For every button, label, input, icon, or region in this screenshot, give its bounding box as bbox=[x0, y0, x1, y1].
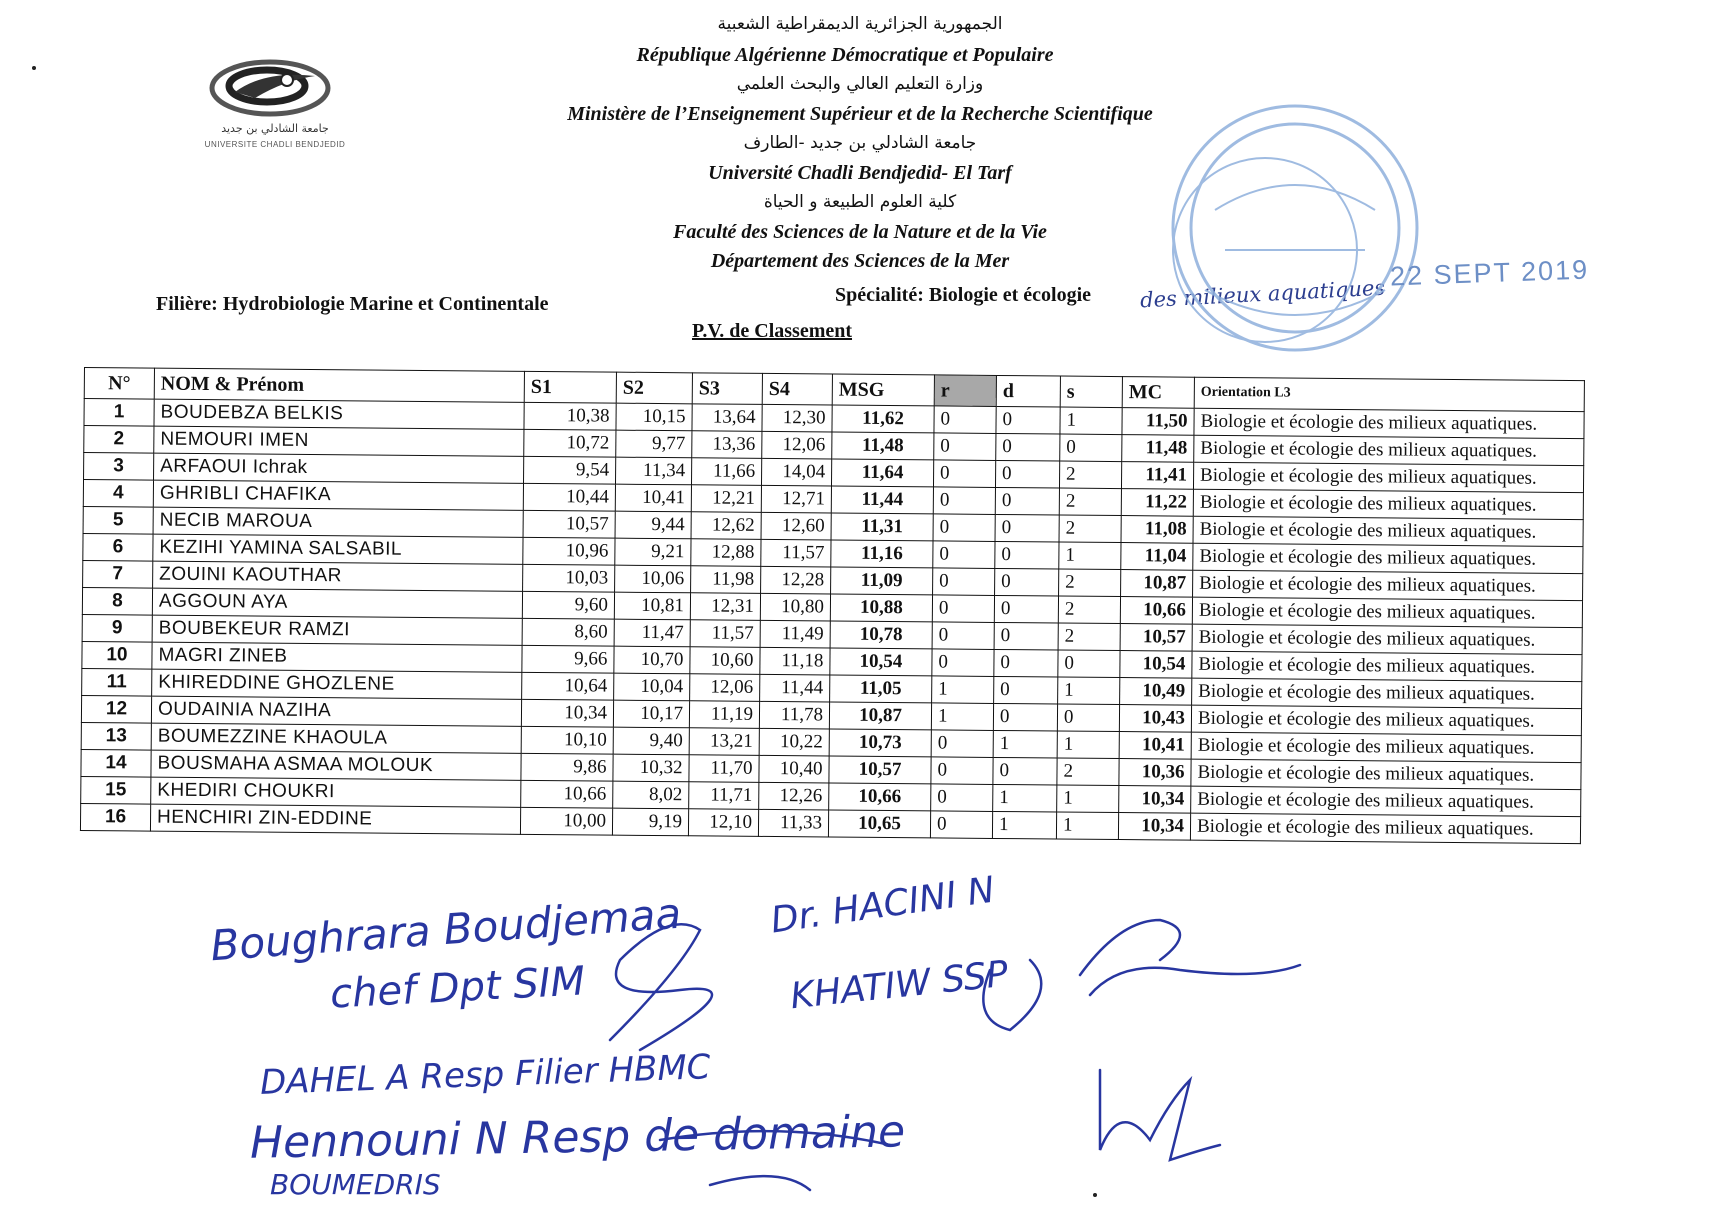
cell-number: 15 bbox=[81, 776, 151, 804]
cell-s4: 12,30 bbox=[762, 404, 832, 432]
cell-name: BOUMEZZINE KHAOULA bbox=[151, 723, 521, 753]
cell-mc: 10,66 bbox=[1120, 597, 1192, 625]
cell-orientation: Biologie et écologie des milieux aquatiques. bbox=[1192, 651, 1582, 681]
cell-orientation: Biologie et écologie des milieux aquatiques. bbox=[1193, 570, 1583, 600]
cell-s3: 11,19 bbox=[689, 701, 759, 729]
cell-number: 7 bbox=[83, 560, 153, 588]
cell-s4: 11,49 bbox=[760, 620, 830, 648]
cell-r: 0 bbox=[932, 649, 994, 677]
header-orientation: Orientation L3 bbox=[1194, 377, 1584, 411]
cell-d: 1 bbox=[992, 811, 1056, 839]
cell-s: 1 bbox=[1057, 731, 1119, 759]
cell-name: BOUBEKEUR RAMZI bbox=[152, 615, 522, 645]
cell-d: 0 bbox=[995, 487, 1059, 515]
signature-line-5: BOUMEDRIS bbox=[270, 1168, 441, 1201]
cell-s2: 10,17 bbox=[613, 700, 689, 728]
cell-d: 0 bbox=[994, 649, 1058, 677]
cell-d: 0 bbox=[996, 433, 1060, 461]
cell-s1: 10,66 bbox=[521, 780, 613, 808]
cell-s1: 9,86 bbox=[521, 753, 613, 781]
filiere-label: Filière: Hydrobiologie Marine et Continentale bbox=[156, 293, 549, 315]
cell-s1: 10,10 bbox=[521, 726, 613, 754]
cell-s: 2 bbox=[1059, 461, 1121, 489]
cell-s: 2 bbox=[1059, 515, 1121, 543]
cell-s1: 10,38 bbox=[524, 402, 616, 430]
cell-mc: 11,50 bbox=[1122, 408, 1194, 436]
cell-s1: 10,34 bbox=[521, 699, 613, 727]
cell-s4: 12,06 bbox=[762, 431, 832, 459]
logo-arabic-text: جامعة الشادلي بن جديد bbox=[221, 122, 329, 135]
cell-msg: 11,62 bbox=[832, 405, 934, 433]
signature-scribbles-icon bbox=[560, 900, 1360, 1200]
cell-msg: 10,88 bbox=[830, 594, 932, 622]
cell-s4: 12,60 bbox=[761, 512, 831, 540]
cell-name: MAGRI ZINEB bbox=[152, 642, 522, 672]
cell-r: 0 bbox=[934, 406, 996, 434]
cell-orientation: Biologie et écologie des milieux aquatiques. bbox=[1192, 678, 1582, 708]
cell-d: 1 bbox=[993, 784, 1057, 812]
cell-s3: 11,70 bbox=[689, 755, 759, 783]
cell-r: 0 bbox=[931, 757, 993, 785]
cell-s1: 8,60 bbox=[522, 618, 614, 646]
cell-s: 1 bbox=[1056, 812, 1118, 840]
cell-number: 10 bbox=[82, 641, 152, 669]
cell-s3: 12,62 bbox=[691, 512, 761, 540]
cell-s: 2 bbox=[1058, 596, 1120, 624]
cell-orientation: Biologie et écologie des milieux aquatiques. bbox=[1193, 489, 1583, 519]
cell-r: 1 bbox=[932, 676, 994, 704]
cell-orientation: Biologie et écologie des milieux aquatiques. bbox=[1193, 543, 1583, 573]
stamp-date: 22 SEPT 2019 bbox=[1389, 254, 1590, 292]
signature-role-1: chef Dpt SIM bbox=[328, 958, 587, 1018]
cell-s1: 10,96 bbox=[523, 537, 615, 565]
cell-number: 14 bbox=[81, 749, 151, 777]
cell-mc: 11,41 bbox=[1121, 462, 1193, 490]
cell-s1: 10,00 bbox=[520, 807, 612, 835]
cell-s: 2 bbox=[1059, 569, 1121, 597]
cell-s4: 10,40 bbox=[759, 755, 829, 783]
cell-msg: 10,78 bbox=[830, 621, 932, 649]
cell-msg: 11,44 bbox=[831, 486, 933, 514]
cell-msg: 10,54 bbox=[830, 648, 932, 676]
cell-s4: 11,78 bbox=[759, 701, 829, 729]
cell-s: 1 bbox=[1057, 785, 1119, 813]
cell-name: BOUSMAHA ASMAA MOLOUK bbox=[151, 750, 521, 780]
cell-s2: 8,02 bbox=[613, 781, 689, 809]
cell-s2: 10,81 bbox=[614, 592, 690, 620]
cell-s: 1 bbox=[1058, 677, 1120, 705]
cell-s4: 11,44 bbox=[760, 674, 830, 702]
cell-msg: 10,66 bbox=[829, 783, 931, 811]
cell-d: 0 bbox=[993, 757, 1057, 785]
cell-mc: 11,04 bbox=[1121, 543, 1193, 571]
cell-mc: 11,22 bbox=[1121, 489, 1193, 517]
cell-s1: 10,57 bbox=[523, 510, 615, 538]
cell-s2: 10,06 bbox=[615, 565, 691, 593]
cell-s3: 12,21 bbox=[691, 485, 761, 513]
header-university-arabic: جامعة الشادلي بن جديد -الطارف bbox=[743, 133, 977, 153]
cell-orientation: Biologie et écologie des milieux aquatiques. bbox=[1194, 408, 1584, 438]
cell-d: 0 bbox=[995, 514, 1059, 542]
cell-s3: 13,64 bbox=[692, 404, 762, 432]
cell-d: 0 bbox=[993, 703, 1057, 731]
header-msg: MSG bbox=[832, 374, 934, 406]
cell-number: 12 bbox=[81, 695, 151, 723]
cell-s3: 12,88 bbox=[691, 539, 761, 567]
official-stamp-icon bbox=[1145, 100, 1475, 370]
cell-msg: 10,87 bbox=[829, 702, 931, 730]
cell-msg: 11,31 bbox=[831, 513, 933, 541]
cell-s3: 11,66 bbox=[691, 458, 761, 486]
header-faculty-french: Faculté des Sciences de la Nature et de la Vie bbox=[673, 221, 1047, 243]
cell-orientation: Biologie et écologie des milieux aquatiques. bbox=[1194, 435, 1584, 465]
cell-d: 0 bbox=[995, 568, 1059, 596]
cell-s2: 9,44 bbox=[615, 511, 691, 539]
cell-msg: 10,73 bbox=[829, 729, 931, 757]
cell-r: 0 bbox=[931, 730, 993, 758]
cell-name: BOUDEBZA BELKIS bbox=[154, 399, 524, 429]
header-department-french: Département des Sciences de la Mer bbox=[710, 250, 1010, 272]
cell-r: 1 bbox=[931, 703, 993, 731]
cell-orientation: Biologie et écologie des milieux aquatiques. bbox=[1190, 813, 1580, 843]
cell-d: 0 bbox=[995, 541, 1059, 569]
stray-mark bbox=[32, 66, 36, 70]
university-logo bbox=[180, 50, 370, 160]
cell-d: 0 bbox=[994, 622, 1058, 650]
classement-table bbox=[80, 367, 1585, 844]
cell-s3: 12,10 bbox=[688, 809, 758, 837]
cell-d: 0 bbox=[995, 460, 1059, 488]
header-ministry-arabic: وزارة التعليم العالي والبحث العلمي bbox=[736, 74, 984, 94]
cell-s: 0 bbox=[1057, 704, 1119, 732]
cell-s2: 9,40 bbox=[613, 727, 689, 755]
cell-number: 5 bbox=[83, 506, 153, 534]
cell-orientation: Biologie et écologie des milieux aquatiques. bbox=[1192, 597, 1582, 627]
cell-mc: 10,87 bbox=[1121, 570, 1193, 598]
cell-s3: 11,98 bbox=[691, 566, 761, 594]
cell-orientation: Biologie et écologie des milieux aquatiques. bbox=[1193, 462, 1583, 492]
specialite-label: Spécialité: Biologie et écologie bbox=[835, 284, 1092, 306]
cell-msg: 10,57 bbox=[829, 756, 931, 784]
cell-s4: 11,57 bbox=[761, 539, 831, 567]
header-name: NOM & Prénom bbox=[154, 368, 524, 402]
cell-mc: 10,54 bbox=[1120, 651, 1192, 679]
cell-number: 1 bbox=[84, 399, 154, 427]
cell-s: 1 bbox=[1060, 407, 1122, 435]
cell-s3: 13,36 bbox=[692, 431, 762, 459]
cell-s3: 10,60 bbox=[690, 647, 760, 675]
cell-name: ZOUINI KAOUTHAR bbox=[153, 561, 523, 591]
cell-s1: 10,72 bbox=[524, 429, 616, 457]
cell-s: 0 bbox=[1058, 650, 1120, 678]
cell-orientation: Biologie et écologie des milieux aquatiques. bbox=[1191, 705, 1581, 735]
cell-name: KHIREDDINE GHOZLENE bbox=[152, 669, 522, 699]
header-s4: S4 bbox=[762, 373, 832, 405]
cell-d: 1 bbox=[993, 730, 1057, 758]
cell-s: 1 bbox=[1059, 542, 1121, 570]
cell-number: 9 bbox=[82, 614, 152, 642]
cell-d: 0 bbox=[994, 676, 1058, 704]
cell-msg: 11,09 bbox=[831, 567, 933, 595]
cell-s1: 10,64 bbox=[522, 672, 614, 700]
cell-r: 0 bbox=[934, 433, 996, 461]
cell-s2: 9,77 bbox=[616, 430, 692, 458]
cell-s: 0 bbox=[1060, 434, 1122, 462]
cell-s: 2 bbox=[1057, 758, 1119, 786]
cell-s2: 10,70 bbox=[614, 646, 690, 674]
header-r: r bbox=[934, 375, 996, 407]
page-title: P.V. de Classement bbox=[692, 320, 853, 342]
cell-r: 0 bbox=[933, 460, 995, 488]
header-mc: MC bbox=[1122, 377, 1194, 409]
cell-mc: 10,36 bbox=[1119, 759, 1191, 787]
cell-name: KEZIHI YAMINA SALSABIL bbox=[153, 534, 523, 564]
cell-msg: 11,16 bbox=[831, 540, 933, 568]
cell-name: GHRIBLI CHAFIKA bbox=[153, 480, 523, 510]
cell-r: 0 bbox=[933, 541, 995, 569]
cell-number: 11 bbox=[82, 668, 152, 696]
signature-name-2: Dr. HACINI N bbox=[768, 869, 998, 942]
header-s: s bbox=[1060, 376, 1122, 408]
cell-number: 3 bbox=[84, 453, 154, 481]
cell-s3: 13,21 bbox=[689, 728, 759, 756]
cell-number: 16 bbox=[80, 803, 150, 831]
cell-name: KHEDIRI CHOUKRI bbox=[151, 777, 521, 807]
cell-msg: 11,64 bbox=[831, 459, 933, 487]
cell-s3: 11,71 bbox=[689, 782, 759, 810]
cell-name: ARFAOUI Ichrak bbox=[154, 453, 524, 483]
cell-number: 6 bbox=[83, 533, 153, 561]
cell-msg: 11,05 bbox=[830, 675, 932, 703]
cell-msg: 11,48 bbox=[832, 432, 934, 460]
cell-s4: 10,80 bbox=[760, 593, 830, 621]
cell-mc: 11,08 bbox=[1121, 516, 1193, 544]
specialite-handwritten: des milieux aquatiques bbox=[1139, 275, 1386, 313]
cell-s4: 12,26 bbox=[759, 782, 829, 810]
cell-mc: 10,34 bbox=[1118, 813, 1190, 841]
header-republic-french: République Algérienne Démocratique et Populaire bbox=[636, 44, 1054, 66]
cell-msg: 10,65 bbox=[828, 810, 930, 838]
cell-s2: 10,32 bbox=[613, 754, 689, 782]
cell-d: 0 bbox=[996, 406, 1060, 434]
header-s1: S1 bbox=[524, 371, 616, 403]
cell-s2: 11,34 bbox=[615, 457, 691, 485]
cell-r: 0 bbox=[933, 514, 995, 542]
cell-number: 13 bbox=[81, 722, 151, 750]
cell-name: NECIB MAROUA bbox=[153, 507, 523, 537]
cell-s3: 11,57 bbox=[690, 620, 760, 648]
cell-s2: 10,04 bbox=[614, 673, 690, 701]
cell-r: 0 bbox=[933, 568, 995, 596]
cell-orientation: Biologie et écologie des milieux aquatiques. bbox=[1192, 624, 1582, 654]
cell-s2: 10,41 bbox=[615, 484, 691, 512]
cell-orientation: Biologie et écologie des milieux aquatiques. bbox=[1191, 732, 1581, 762]
cell-name: AGGOUN AYA bbox=[152, 588, 522, 618]
header-s3: S3 bbox=[692, 373, 762, 405]
signature-line-3: DAHEL A Resp Filier HBMC bbox=[259, 1047, 712, 1103]
header-faculty-arabic: كلية العلوم الطبيعة و الحياة bbox=[763, 192, 957, 212]
cell-r: 0 bbox=[932, 622, 994, 650]
cell-s4: 10,22 bbox=[759, 728, 829, 756]
cell-mc: 11,48 bbox=[1122, 435, 1194, 463]
cell-r: 0 bbox=[931, 784, 993, 812]
cell-name: HENCHIRI ZIN-EDDINE bbox=[150, 804, 520, 834]
cell-number: 8 bbox=[82, 587, 152, 615]
cell-s4: 11,18 bbox=[760, 647, 830, 675]
header-d: d bbox=[996, 375, 1060, 407]
cell-mc: 10,43 bbox=[1119, 705, 1191, 733]
cell-r: 0 bbox=[930, 811, 992, 839]
cell-number: 4 bbox=[83, 480, 153, 508]
cell-s1: 10,44 bbox=[523, 483, 615, 511]
cell-s4: 14,04 bbox=[761, 458, 831, 486]
logo-french-text: UNIVERSITE CHADLI BENDJEDID bbox=[204, 140, 346, 149]
cell-s1: 9,54 bbox=[524, 456, 616, 484]
cell-s2: 11,47 bbox=[614, 619, 690, 647]
cell-s2: 10,15 bbox=[616, 403, 692, 431]
cell-s: 2 bbox=[1059, 488, 1121, 516]
cell-mc: 10,49 bbox=[1120, 678, 1192, 706]
cell-mc: 10,41 bbox=[1119, 732, 1191, 760]
header-s2: S2 bbox=[616, 372, 692, 404]
cell-r: 0 bbox=[933, 487, 995, 515]
cell-s3: 12,06 bbox=[690, 674, 760, 702]
cell-name: OUDAINIA NAZIHA bbox=[151, 696, 521, 726]
logo-emblem-icon bbox=[195, 50, 355, 120]
header-university-french: Université Chadli Bendjedid- El Tarf bbox=[708, 162, 1012, 184]
cell-s4: 11,33 bbox=[758, 809, 828, 837]
cell-number: 2 bbox=[84, 426, 154, 454]
cell-s2: 9,21 bbox=[615, 538, 691, 566]
cell-r: 0 bbox=[932, 595, 994, 623]
cell-orientation: Biologie et écologie des milieux aquatiques. bbox=[1191, 759, 1581, 789]
signature-role-2: KHATIW SSP bbox=[788, 953, 1011, 1018]
cell-s1: 9,60 bbox=[522, 591, 614, 619]
signature-line-4: Hennouni N Resp de domaine bbox=[249, 1106, 906, 1169]
cell-mc: 10,34 bbox=[1119, 786, 1191, 814]
cell-s4: 12,71 bbox=[761, 485, 831, 513]
cell-s3: 12,31 bbox=[690, 593, 760, 621]
cell-name: NEMOURI IMEN bbox=[154, 426, 524, 456]
cell-mc: 10,57 bbox=[1120, 624, 1192, 652]
cell-orientation: Biologie et écologie des milieux aquatiques. bbox=[1191, 786, 1581, 816]
cell-s: 2 bbox=[1058, 623, 1120, 651]
cell-d: 0 bbox=[994, 595, 1058, 623]
cell-s2: 9,19 bbox=[612, 808, 688, 836]
cell-orientation: Biologie et écologie des milieux aquatiques. bbox=[1193, 516, 1583, 546]
cell-s4: 12,28 bbox=[761, 566, 831, 594]
cell-s1: 9,66 bbox=[522, 645, 614, 673]
header-republic-arabic: الجمهورية الجزائرية الديمقراطية الشعبية bbox=[717, 14, 1003, 34]
header-ministry-french: Ministère de l’Enseignement Supérieur et de la Recherche Scientifique bbox=[567, 103, 1153, 125]
header-number: N° bbox=[84, 368, 154, 400]
cell-s1: 10,03 bbox=[523, 564, 615, 592]
signature-name-1: Boughrara Boudjemaa bbox=[208, 888, 683, 971]
